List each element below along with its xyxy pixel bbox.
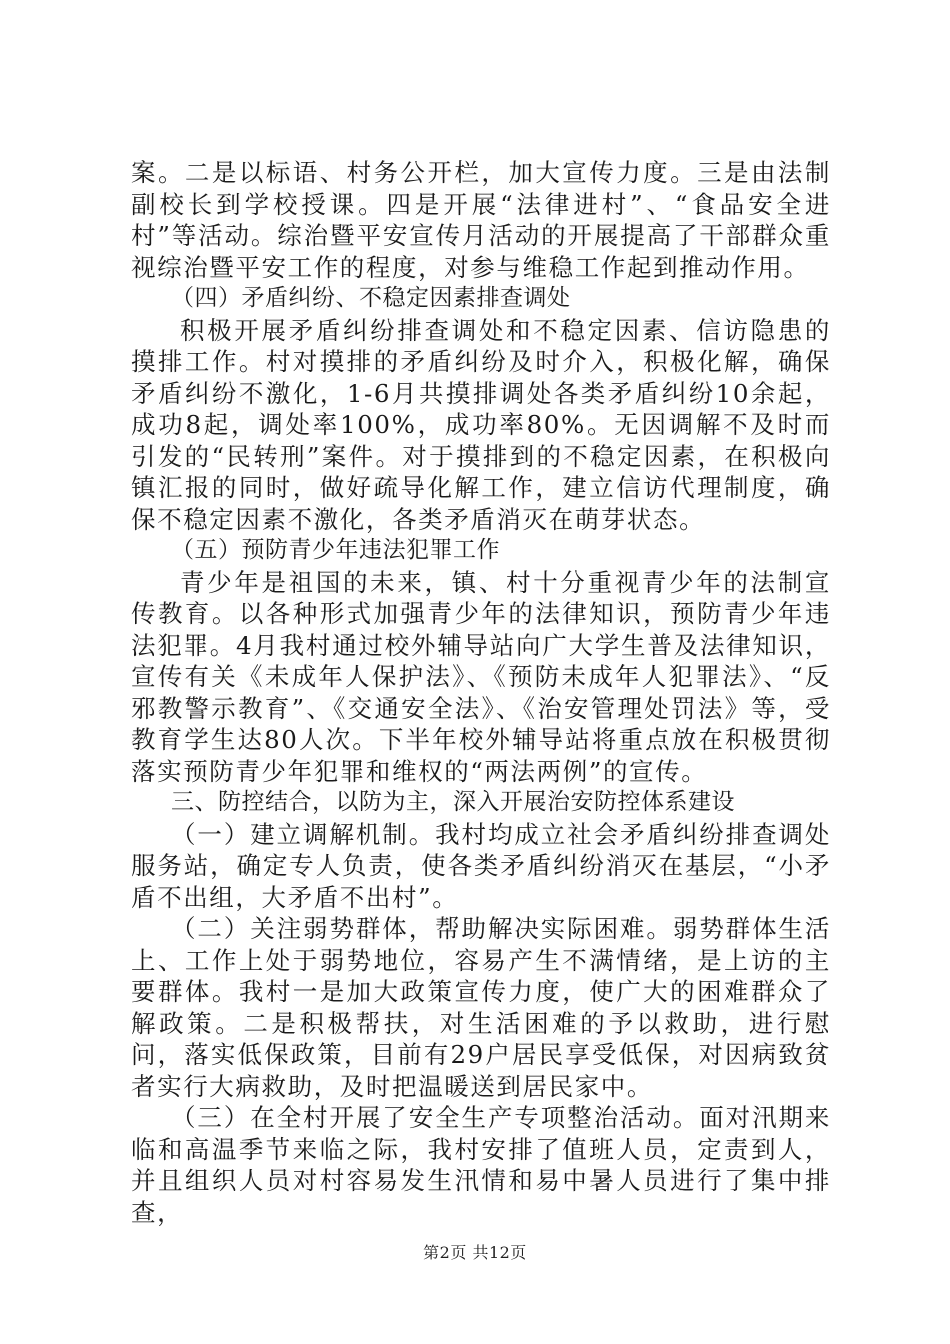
paragraph-vulnerable-groups: （二）关注弱势群体，帮助解决实际困难。弱势群体生活上、工作上处于弱势地位，容易产生不满情绪，是上访的主要群体。我村一是加大政策宣传力度，使广大的困难群众了解政策。二是积极帮扶，对生活困难的予以救助，进行慰问，落实低保政策，目前有29户居民享受低保，对因病致贫者实行大病救助，及时把温暖送到居民家中。 [131, 914, 831, 1101]
paragraph-publicity-activities: 案。二是以标语、村务公开栏，加大宣传力度。三是由法制副校长到学校授课。四是开展“法律进村”、“食品安全进村”等活动。综治暨平安宣传月活动的开展提高了干部群众重视综治暨平安工作的程度，对参与维稳工作起到推动作用。 [131, 158, 831, 282]
document-body [131, 157, 831, 1228]
heading-dispute-investigation: （四）矛盾纠纷、不稳定因素排查调处 [171, 285, 571, 311]
page-number-footer: 第2页 共12页 [423, 1243, 527, 1262]
paragraph-youth-crime-prevention: 青少年是祖国的未来，镇、村十分重视青少年的法制宣传教育。以各种形式加强青少年的法律知识，预防青少年违法犯罪。4月我村通过校外辅导站向广大学生普及法律知识，宣传有关《未成年人保护法》、《预防未成年人犯罪法》、“反邪教警示教育”、《交通安全法》、《治安管理处罚法》等，受教育学生达80人次。下半年校外辅导站将重点放在积极贯彻落实预防青少年犯罪和维权的“两法两例”的宣传。 [131, 567, 831, 786]
heading-security-prevention-system: 三、防控结合，以防为主，深入开展治安防控体系建设 [171, 789, 735, 815]
heading-youth-crime-prevention: （五）预防青少年违法犯罪工作 [171, 537, 500, 563]
paragraph-safety-rectification: （三）在全村开展了安全生产专项整治活动。面对汛期来临和高温季节来临之际，我村安排了值班人员，定责到人，并且组织人员对村容易发生汛情和易中暑人员进行了集中排查， [131, 1103, 831, 1227]
paragraph-mediation-mechanism: （一）建立调解机制。我村均成立社会矛盾纠纷排查调处服务站，确定专人负责，使各类矛盾纠纷消灭在基层，“小矛盾不出组，大矛盾不出村”。 [131, 819, 831, 912]
paragraph-dispute-investigation: 积极开展矛盾纠纷排查调处和不稳定因素、信访隐患的摸排工作。村对摸排的矛盾纠纷及时介入，积极化解，确保矛盾纠纷不激化，1-6月共摸排调处各类矛盾纠纷10余起，成功8起，调处率100%，成功率80%。无因调解不及时而引发的“民转刑”案件。对于摸排到的不稳定因素，在积极向镇汇报的同时，做好疏导化解工作，建立信访代理制度，确保不稳定因素不激化，各类矛盾消灭在萌芽状态。 [131, 315, 831, 534]
